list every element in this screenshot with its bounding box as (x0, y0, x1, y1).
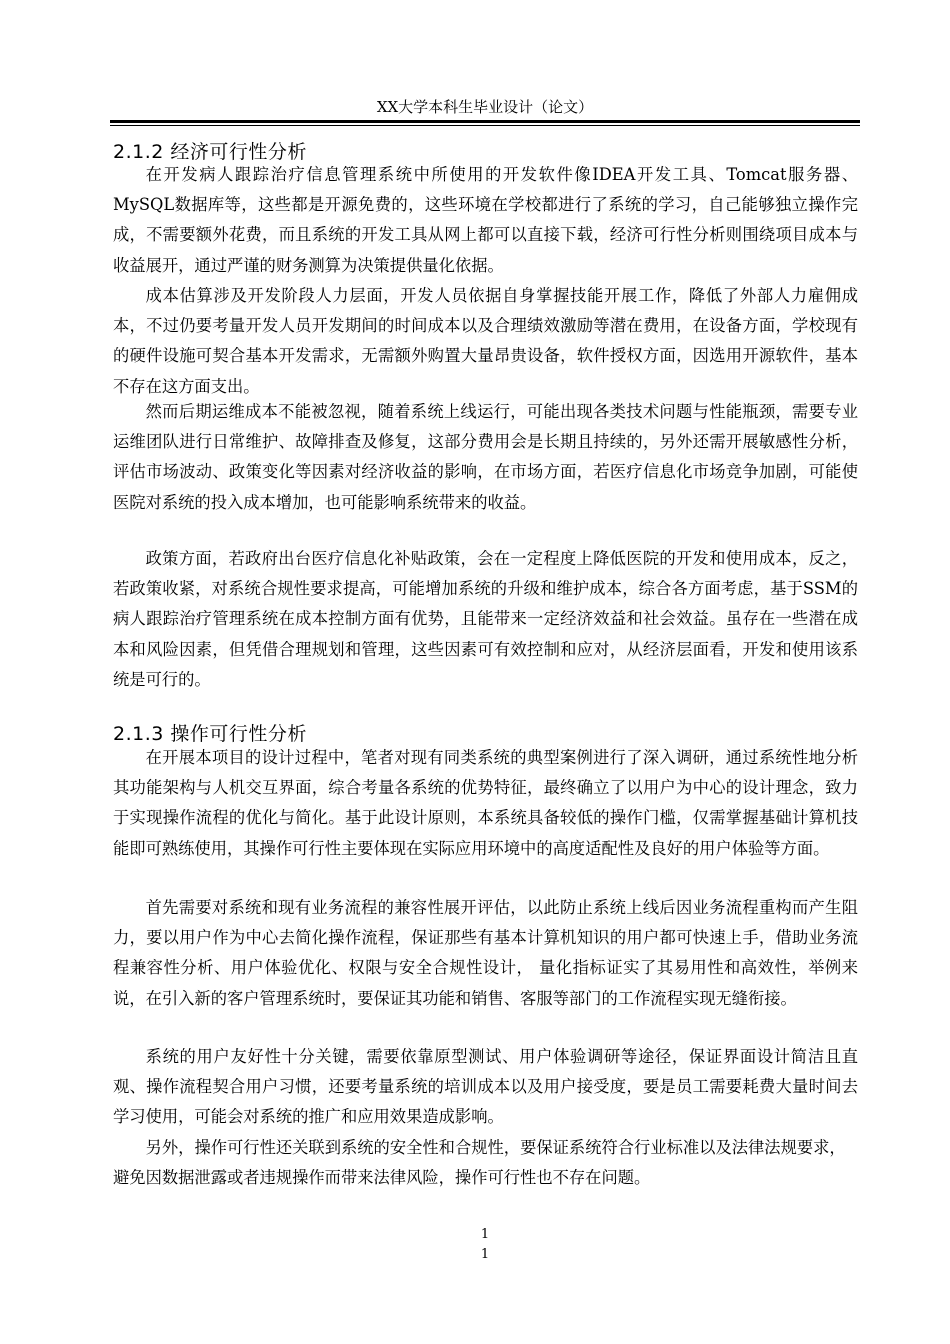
page-number: 1 (480, 1227, 490, 1242)
paragraph: 在开展本项目的设计过程中，笔者对现有同类系统的典型案例进行了深入调研，通过系统性地分析其功能架构与人机交互界面，综合考量各系统的优势特征，最终确立了以用户为中心的设计理念，致力于实现操作流程的优化与简化。基于此设计原则，本系统具备较低的操作门槛，仅需掌握基础计算机技能即可熟练使用，其操作可行性主要体现在实际应用环境中的高度适配性及良好的用户体验等方面。 (113, 748, 858, 858)
paragraph: 政策方面，若政府出台医疗信息化补贴政策，会在一定程度上降低医院的开发和使用成本，反之，若政策收紧，对系统合规性要求提高，可能增加系统的升级和维护成本，综合各方面考虑，基于SSM的病人跟踪治疗管理系统在成本控制方面有优势，且能带来一定经济效益和社会效益。虽存在一些潜在成本和风险因素，但凭借合理规划和管理，这些因素可有效控制和应对，从经济层面看，开发和使用该系统是可行的。 (113, 549, 858, 689)
section-heading-operational: 2.1.3 操作可行性分析 (113, 723, 307, 745)
paragraph: 另外，操作可行性还关联到系统的安全性和合规性，要保证系统符合行业标准以及法律法规要求，避免因数据泄露或者违规操作而带来法律风险，操作可行性也不存在问题。 (113, 1138, 846, 1188)
paragraph: 首先需要对系统和现有业务流程的兼容性展开评估，以此防止系统上线后因业务流程重构而产生阻力，要以用户作为中心去简化操作流程，保证那些有基本计算机知识的用户都可快速上手，借助业务流程兼容性分析、用户体验优化、权限与安全合规性设计， 量化指标证实了其易用性和高效性，举例来说，在引入新的客户管理系统时，要保证其功能和销售、客服等部门的工作流程实现无缝衔接。 (113, 898, 858, 1008)
paragraph: 在开发病人跟踪治疗信息管理系统中所使用的开发软件像IDEA开发工具、Tomcat服务器、MySQL数据库等，这些都是开源免费的，这些环境在学校都进行了系统的学习，自己能够独立操作完成，不需要额外花费，而且系统的开发工具从网上都可以直接下载，经济可行性分析则围绕项目成本与收益展开，通过严谨的财务测算为决策提供量化依据。 (113, 165, 858, 275)
header-rule-thick (110, 120, 860, 123)
header-rule-thin (110, 125, 860, 126)
page-header: XX大学本科生毕业设计（论文） (376, 98, 594, 116)
page-number: 1 (480, 1247, 490, 1262)
paragraph: 然而后期运维成本不能被忽视，随着系统上线运行，可能出现各类技术问题与性能瓶颈，需要专业运维团队进行日常维护、故障排查及修复，这部分费用会是长期且持续的，另外还需开展敏感性分析，评估市场波动、政策变化等因素对经济收益的影响，在市场方面，若医疗信息化市场竞争加剧，可能使医院对系统的投入成本增加，也可能影响系统带来的收益。 (113, 402, 858, 512)
paragraph: 系统的用户友好性十分关键，需要依靠原型测试、用户体验调研等途径，保证界面设计简洁且直观、操作流程契合用户习惯，还要考量系统的培训成本以及用户接受度，要是员工需要耗费大量时间去学习使用，可能会对系统的推广和应用效果造成影响。 (113, 1047, 858, 1127)
paragraph: 成本估算涉及开发阶段人力层面，开发人员依据自身掌握技能开展工作，降低了外部人力雇佣成本，不过仍要考量开发人员开发期间的时间成本以及合理绩效激励等潜在费用，在设备方面，学校现有的硬件设施可契合基本开发需求，无需额外购置大量昂贵设备，软件授权方面，因选用开源软件，基本不存在这方面支出。 (113, 286, 858, 396)
section-heading-economic: 2.1.2 经济可行性分析 (113, 141, 307, 163)
